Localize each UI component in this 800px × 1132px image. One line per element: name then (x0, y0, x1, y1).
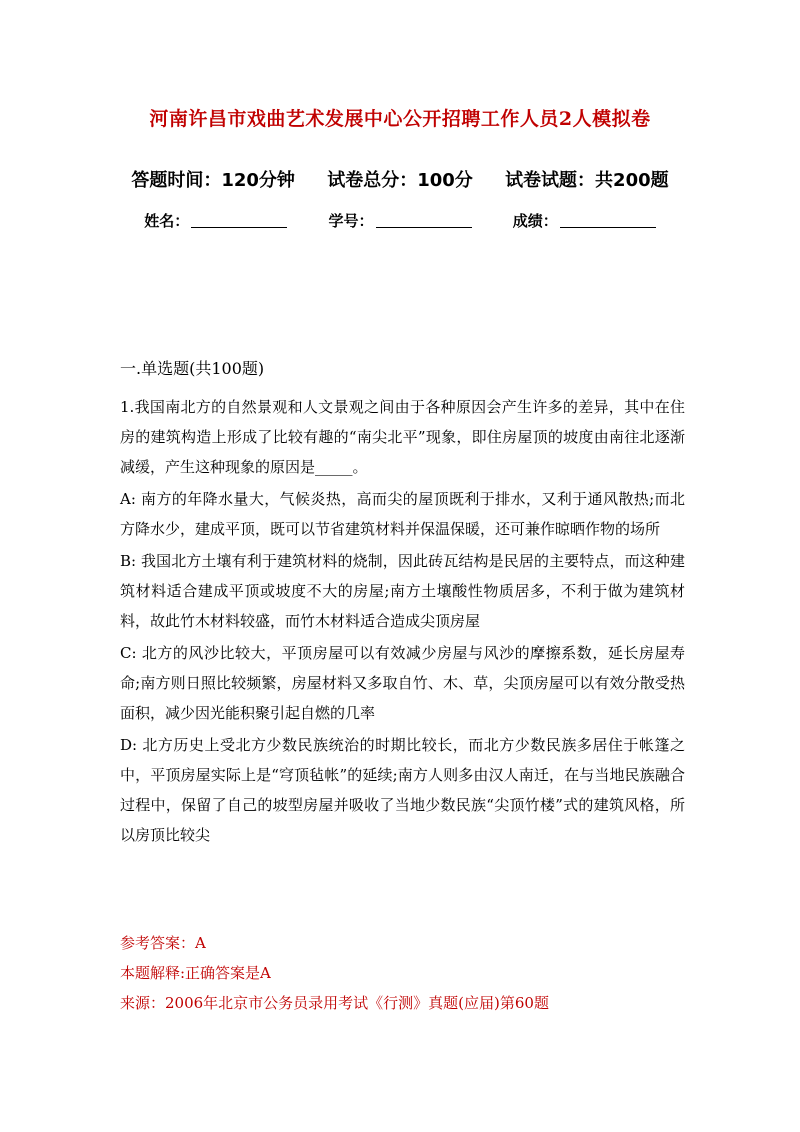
question-stem: 1.我国南北方的自然景观和人文景观之间由于各种原因会产生许多的差异，其中在住房的建筑构造上形成了比较有趣的“南尖北平”现象，即住房屋顶的坡度由南往北逐渐减缓，产生这种现象的原因是_____。 (120, 398, 685, 476)
question-1 (120, 392, 685, 852)
student-fields (0, 210, 800, 231)
answer-explanation: 本题解释:正确答案是A (120, 964, 271, 982)
answer-source: 来源：2006年北京市公务员录用考试《行测》真题(应届)第60题 (120, 994, 549, 1012)
page-title: 河南许昌市戏曲艺术发展中心公开招聘工作人员2人模拟卷 (149, 108, 651, 130)
student-id-field (328, 210, 471, 231)
student-id-label: 学号： (328, 212, 374, 230)
name-field (144, 210, 287, 231)
student-id-blank (376, 213, 472, 228)
name-blank (191, 213, 287, 228)
option-b: B: 我国北方土壤有利于建筑材料的烧制，因此砖瓦结构是民居的主要特点，而这种建筑材料适合建成平顶或坡度不大的房屋;南方土壤酸性物质居多，不利于做为建筑材料，故此竹木材料较盛，而竹木材料适合造成尖顶房屋 (120, 552, 685, 630)
grade-field (513, 210, 656, 231)
section-heading: 一.单选题(共100题) (120, 359, 265, 378)
name-label: 姓名： (144, 212, 190, 230)
exam-time: 答题时间：120分钟 (131, 170, 295, 191)
exam-meta (0, 166, 800, 192)
reference-answer: 参考答案：A (120, 934, 206, 952)
grade-blank (560, 213, 656, 228)
grade-label: 成绩： (512, 212, 558, 230)
exam-question-count: 试卷试题：共200题 (505, 170, 669, 191)
option-d: D: 北方历史上受北方少数民族统治的时期比较长，而北方少数民族多居住于帐篷之中，平顶房屋实际上是“穹顶毡帐”的延续;南方人则多由汉人南迁，在与当地民族融合过程中，保留了自己的坡型房屋并吸收了当地少数民族“尖顶竹楼”式的建筑风格，所以房顶比较尖 (120, 736, 685, 844)
answer-block (120, 928, 685, 1018)
option-a: A: 南方的年降水量大，气候炎热，高而尖的屋顶既利于排水，又利于通风散热;而北方降水少，建成平顶，既可以节省建筑材料并保温保暖，还可兼作晾晒作物的场所 (120, 490, 685, 538)
option-c: C: 北方的风沙比较大，平顶房屋可以有效减少房屋与风沙的摩擦系数，延长房屋寿命;南方则日照比较频繁，房屋材料又多取自竹、木、草，尖顶房屋可以有效分散受热面积，减少因光能积聚引起自燃的几率 (120, 644, 685, 722)
exam-total-score: 试卷总分：100分 (327, 170, 473, 191)
